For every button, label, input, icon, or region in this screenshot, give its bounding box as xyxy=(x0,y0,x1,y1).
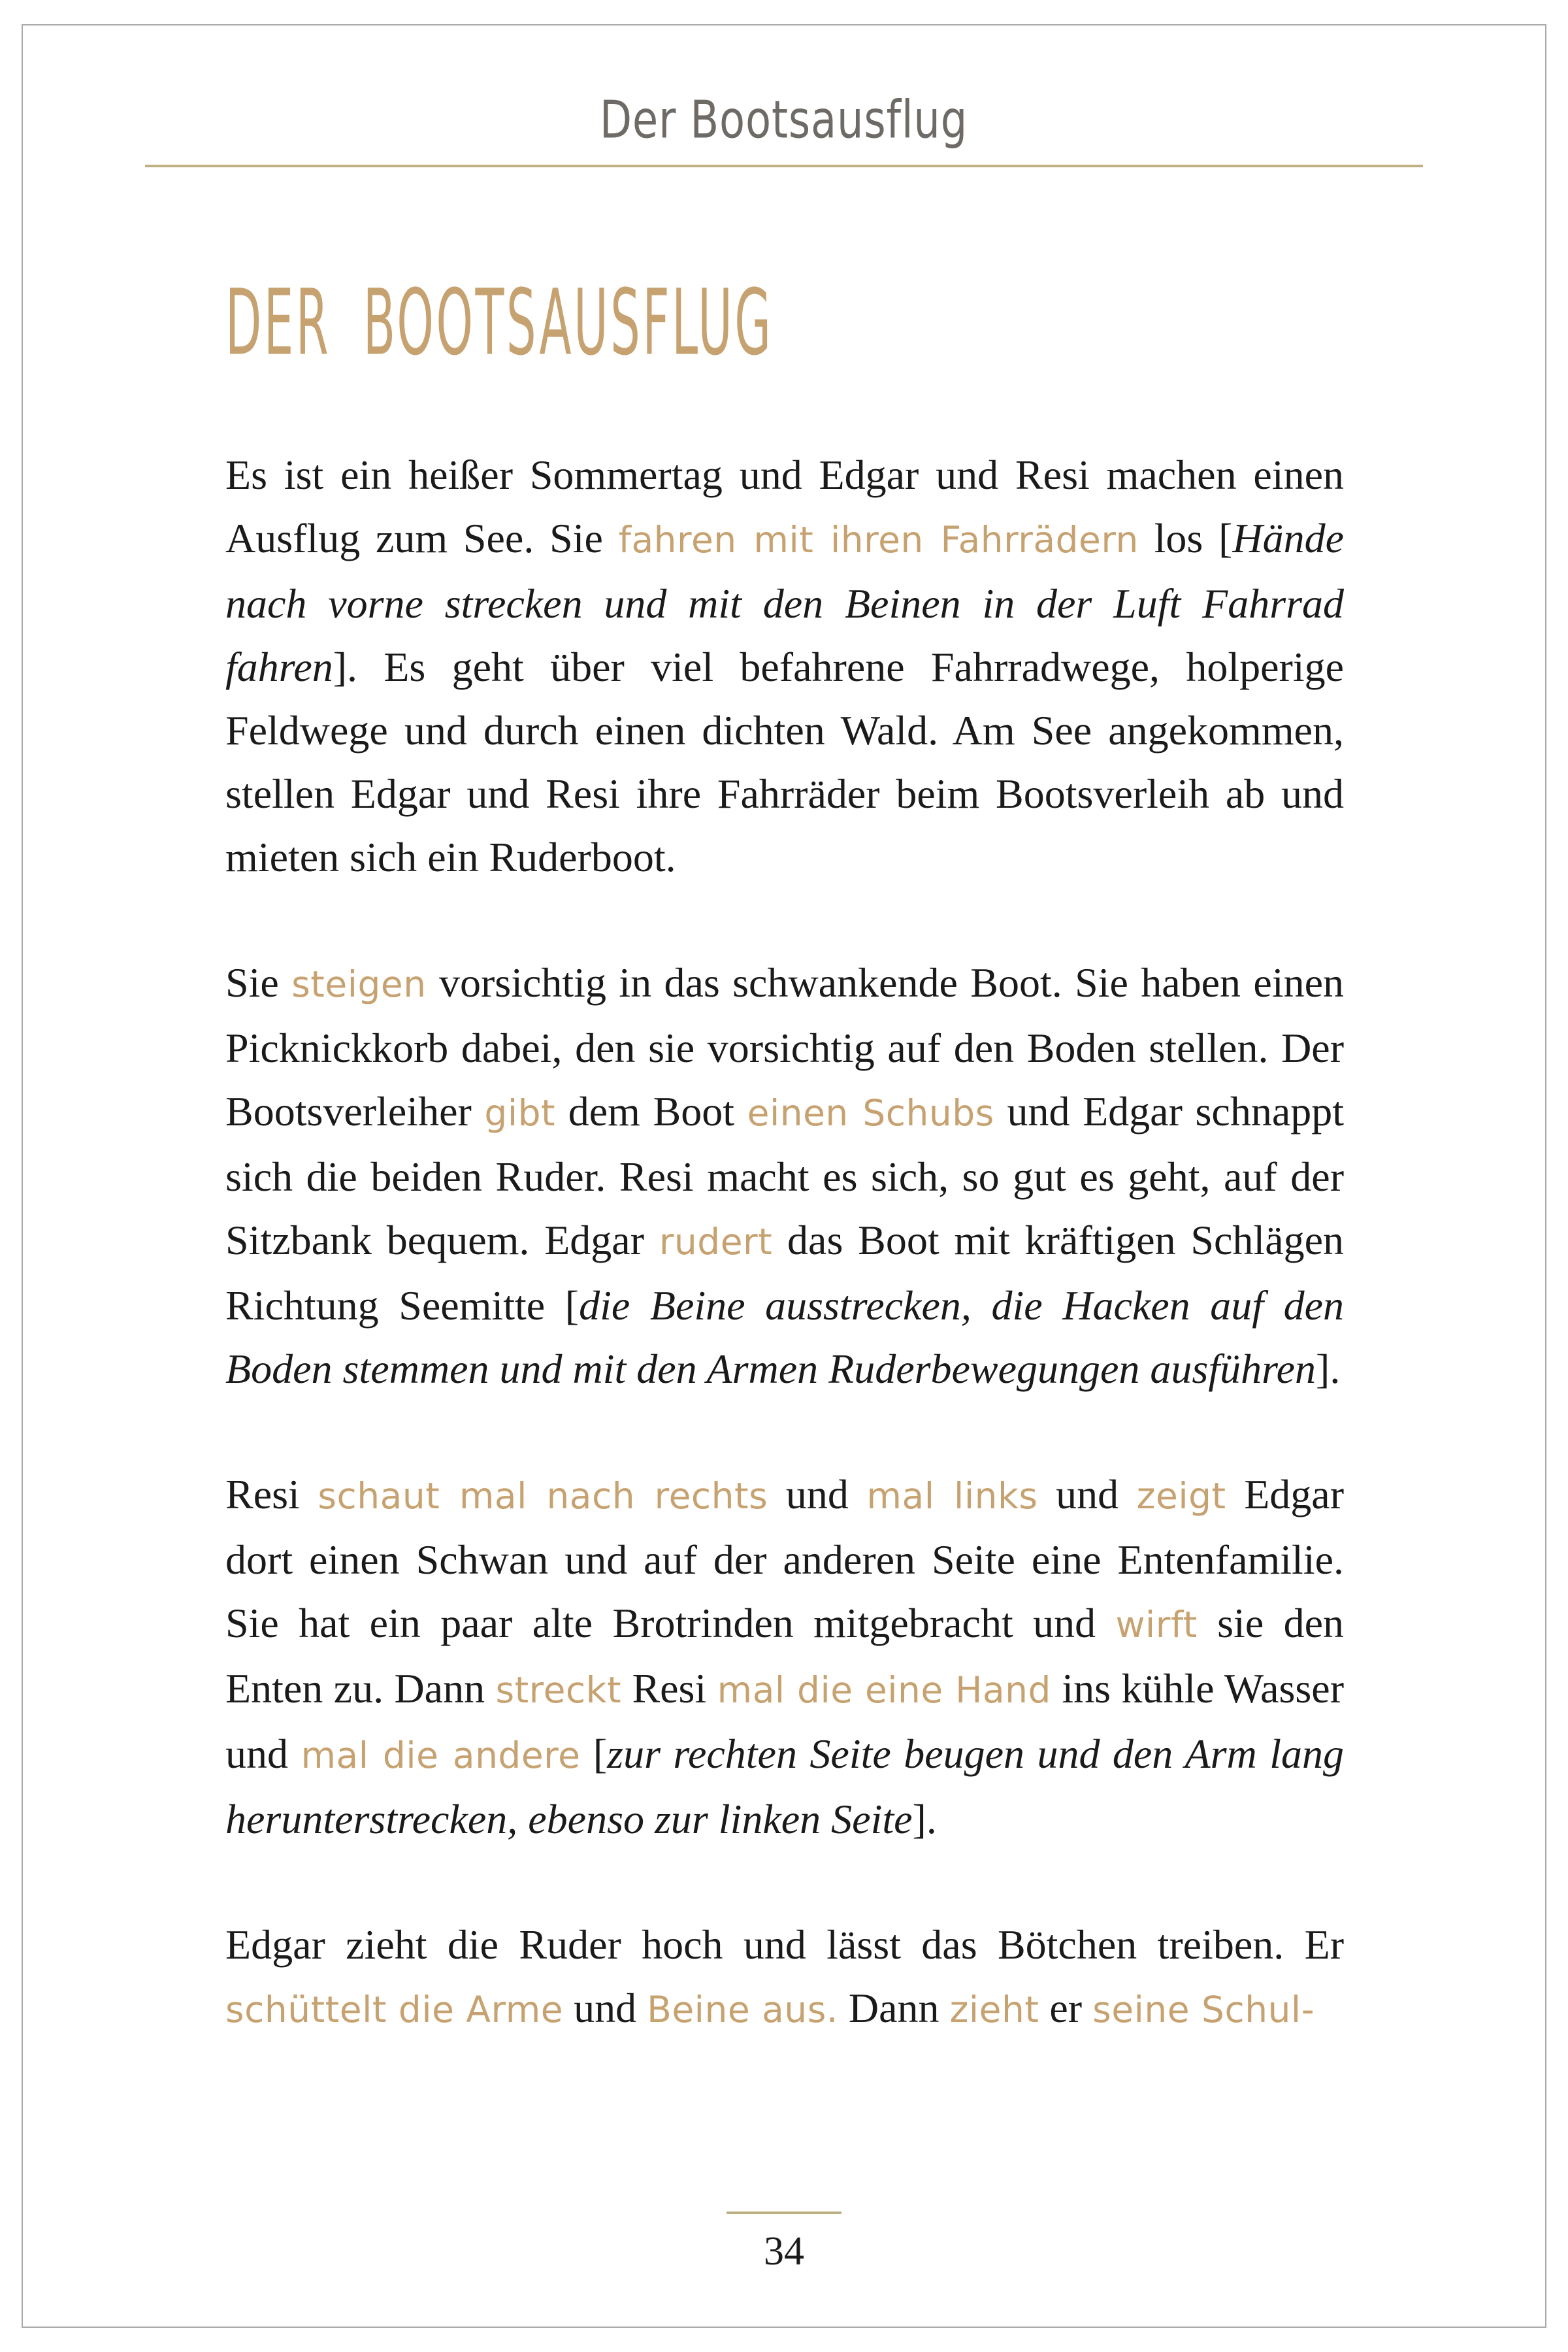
body-text: ]. Es geht über viel befahrene Fahrradwege, holperige Feldwege und durch einen dichten Wald. Am See angekommen, stellen Edgar und Resi ihre Fahrräder beim Bootsverleih ab und mieten sich ein Ruderboot. xyxy=(225,644,1344,880)
body-text: [ xyxy=(580,1731,608,1777)
story-text xyxy=(225,443,1344,2104)
body-text: Edgar dort einen Schwan und auf der anderen Seite eine Entenfamilie. Sie hat ein paar alte Brotrinden mitgebracht und xyxy=(225,1471,1345,1646)
footer-rule xyxy=(727,2211,841,2214)
body-text: das Boot mit kräftigen Schlägen Richtung Seemitte [ xyxy=(225,1217,1344,1329)
action-highlight-text: steigen xyxy=(291,963,427,1005)
body-text: Sie xyxy=(225,959,292,1006)
body-text: ]. xyxy=(912,1796,937,1842)
chapter-title-row xyxy=(225,270,1170,376)
movement-instruction-text: Hände nach vorne strecken und mit den Beinen in der Luft Fahrrad fahren xyxy=(225,515,1345,690)
running-header-row xyxy=(0,90,1568,150)
body-text: Resi xyxy=(621,1665,717,1712)
header-rule xyxy=(145,165,1423,167)
body-text: er xyxy=(1039,1985,1093,2031)
body-text: und xyxy=(1037,1471,1137,1517)
body-text: Edgar zieht die Ruder hoch und lässt das Bötchen treiben. Er xyxy=(225,1921,1344,1968)
movement-instruction-text: die Beine ausstrecken, die Hacken auf den Boden stemmen und mit den Armen Ruderbewegungen ausführen xyxy=(225,1282,1345,1392)
story-paragraph xyxy=(225,1463,1344,1851)
story-paragraph xyxy=(225,1913,1344,2042)
action-highlight-text: zeigt xyxy=(1136,1475,1226,1517)
action-highlight-text: fahren mit ihren Fahrrädern xyxy=(618,519,1139,561)
action-highlight-text: zieht xyxy=(949,1989,1039,2030)
body-text: ins kühle Wasser und xyxy=(225,1665,1345,1777)
chapter-title: DER BOOTSAUSFLUG xyxy=(225,270,774,376)
action-highlight-text: wirft xyxy=(1115,1604,1198,1646)
action-highlight-text: mal links xyxy=(866,1475,1038,1517)
action-highlight-text: Beine aus. xyxy=(647,1989,838,2030)
action-highlight-text: streckt xyxy=(495,1669,622,1711)
action-highlight-text: rudert xyxy=(659,1221,773,1263)
action-highlight-text: einen Schubs xyxy=(747,1092,994,1134)
body-text: und xyxy=(768,1471,867,1517)
body-text: und xyxy=(563,1985,647,2031)
action-highlight-text: schüttelt die Arme xyxy=(225,1989,564,2030)
action-highlight-text: mal die eine Hand xyxy=(717,1669,1051,1711)
body-text: dem Boot xyxy=(555,1088,747,1135)
movement-instruction-text: zur rechten Seite beugen und den Arm lang herunterstrecken, ebenso zur linken Seite xyxy=(225,1731,1344,1842)
body-text: und Edgar schnappt sich die beiden Ruder. Resi macht es sich, so gut es geht, auf der Sitzbank bequem. Edgar xyxy=(225,1088,1345,1263)
running-header: Der Bootsausflug xyxy=(600,90,968,150)
story-paragraph xyxy=(225,951,1344,1400)
action-highlight-text: schaut mal nach rechts xyxy=(318,1475,768,1517)
body-text: los [ xyxy=(1138,515,1233,561)
body-text: Resi xyxy=(225,1471,318,1517)
body-text: sie den Enten zu. Dann xyxy=(225,1600,1345,1712)
action-highlight-text: mal die andere xyxy=(301,1734,581,1776)
action-highlight-text: gibt xyxy=(484,1092,556,1134)
body-text: Es ist ein heißer Sommertag und Edgar und Resi machen einen Ausflug zum See. Sie xyxy=(225,452,1344,561)
body-text: ]. xyxy=(1316,1346,1341,1392)
body-text: vorsichtig in das schwankende Boot. Sie haben einen Picknickkorb dabei, den sie vorsichtig auf den Boden stellen. Der Bootsverleiher xyxy=(225,959,1345,1135)
action-highlight-text: seine Schul- xyxy=(1092,1989,1315,2030)
body-text: Dann xyxy=(838,1985,950,2031)
page-number: 34 xyxy=(764,2229,804,2274)
story-paragraph xyxy=(225,443,1344,889)
